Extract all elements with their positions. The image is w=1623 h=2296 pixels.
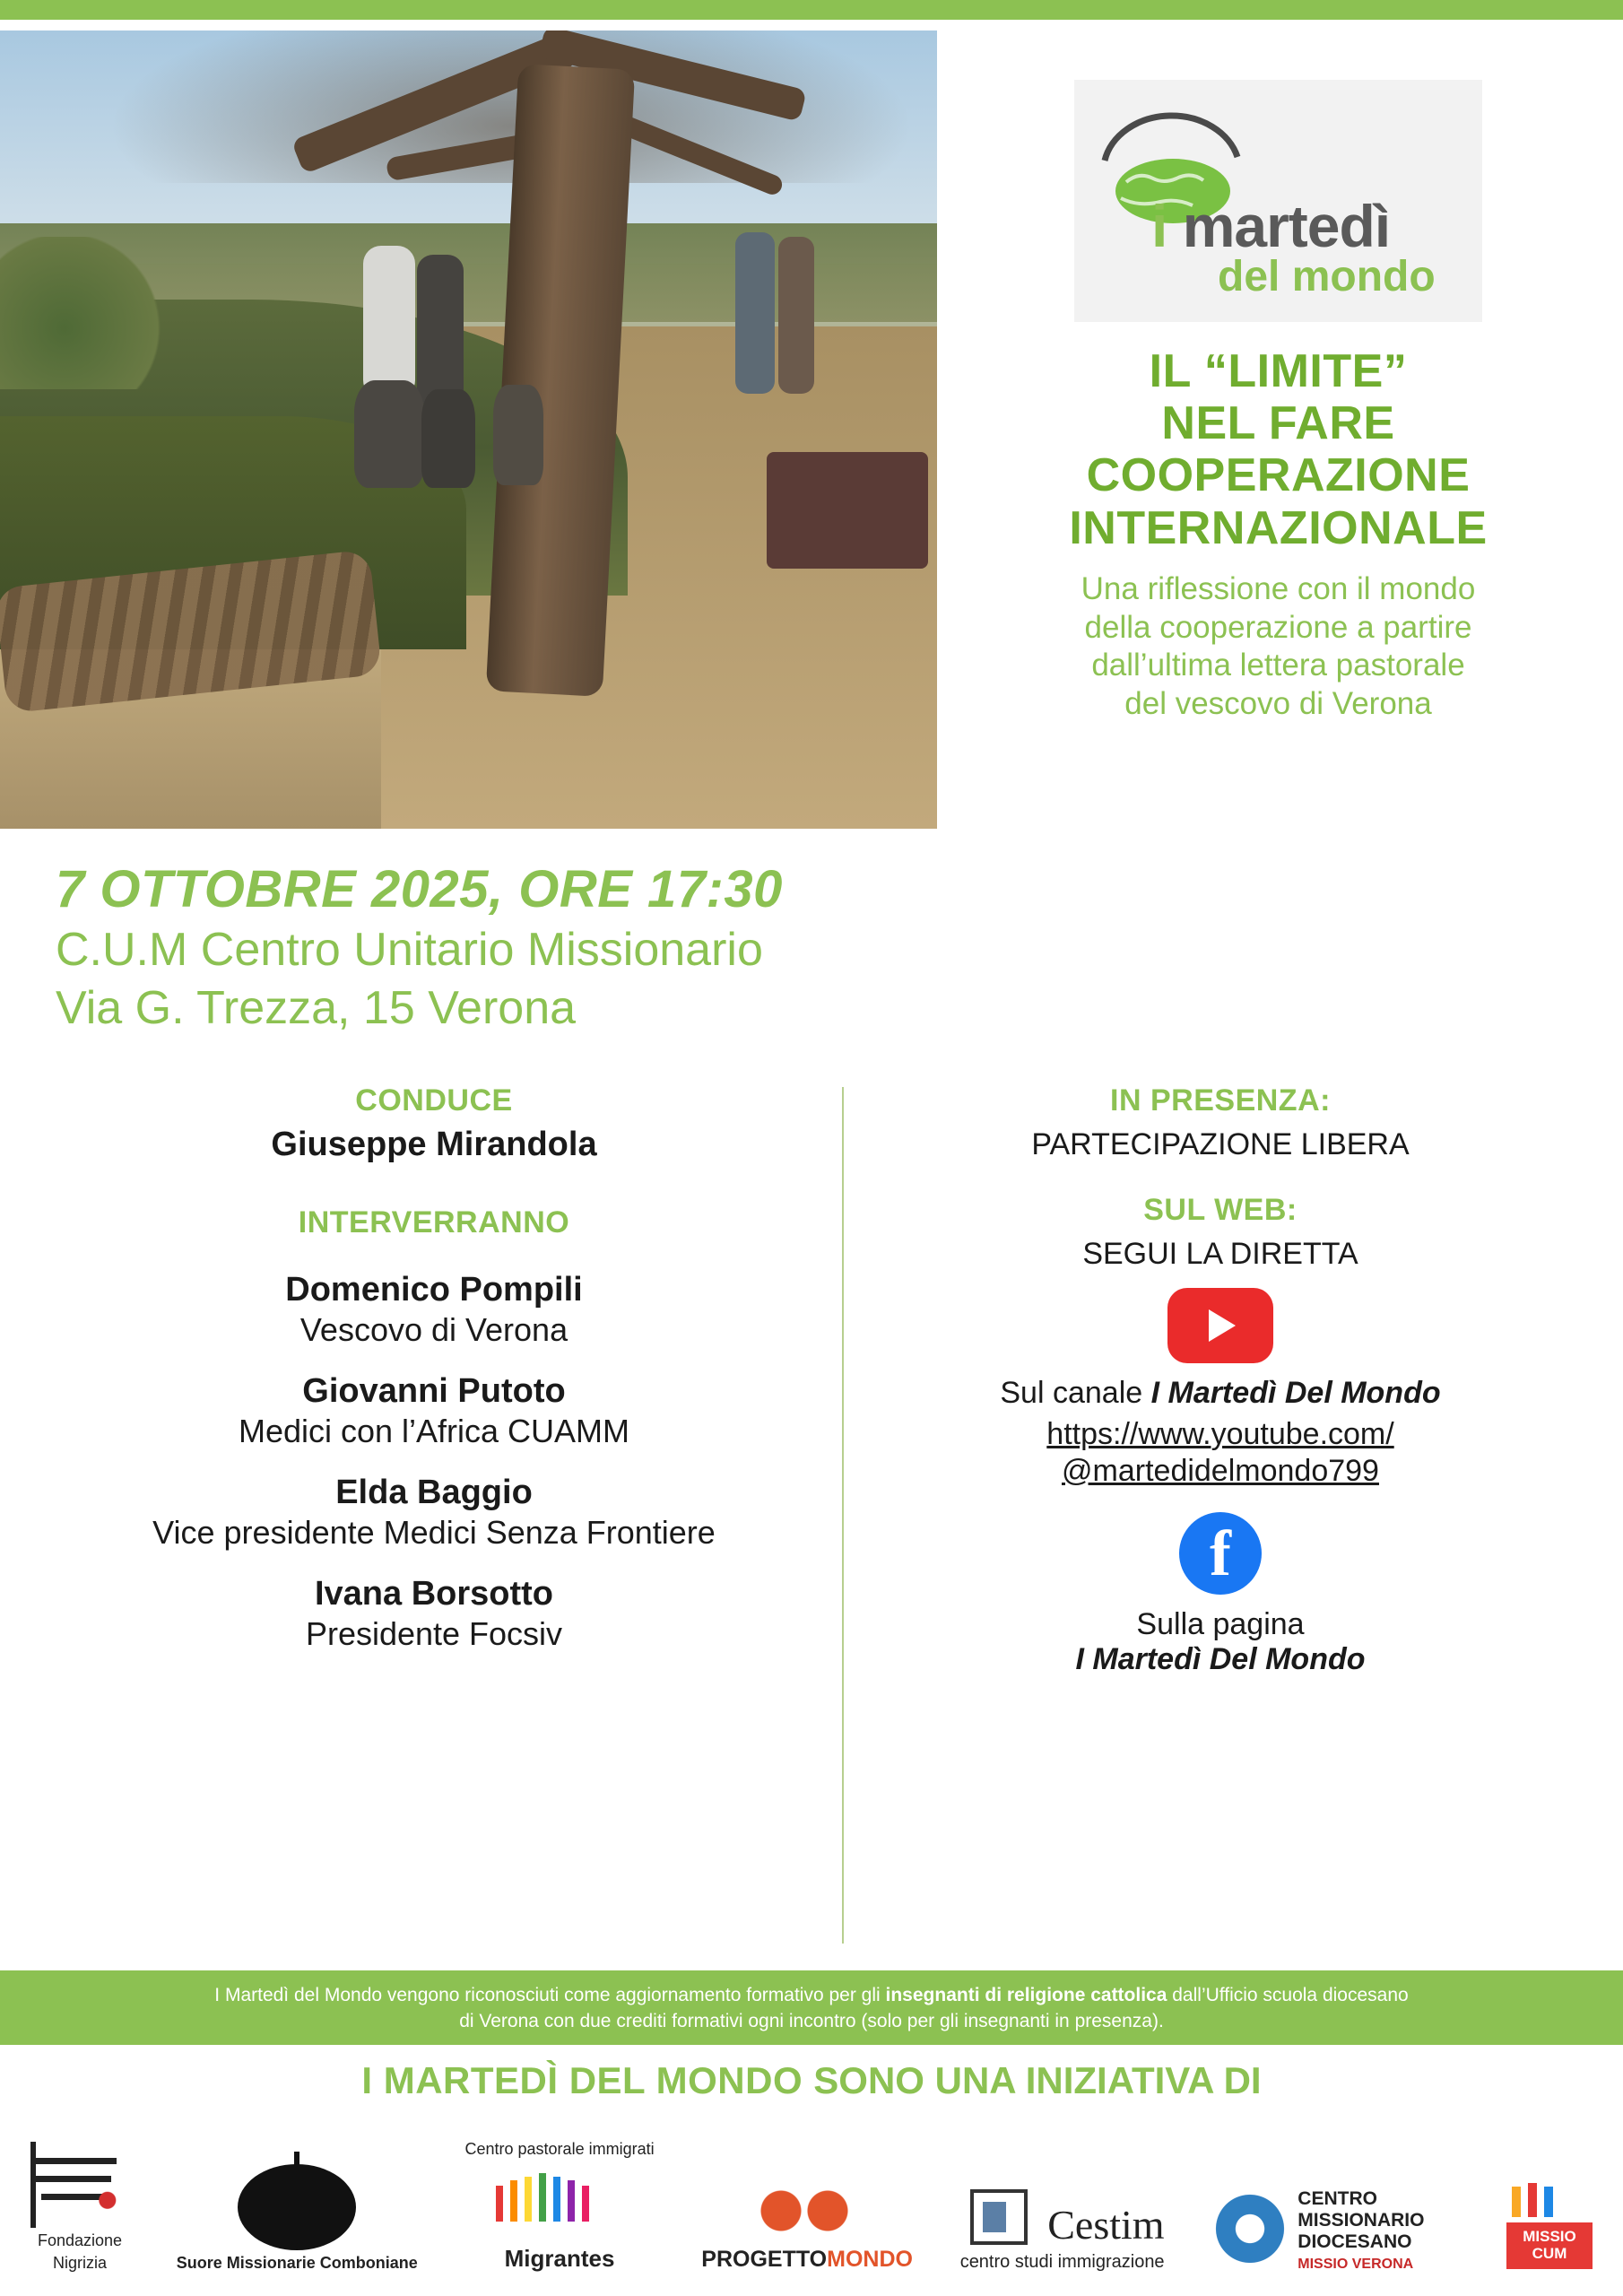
- accreditation-note-line2: di Verona con due crediti formativi ogni incontro (solo per gli insegnanti in presenza).: [459, 2010, 1164, 2031]
- migrantes-icon: [492, 2159, 627, 2241]
- youtube-icon[interactable]: [1167, 1288, 1273, 1363]
- youtube-channel-line: [867, 1376, 1574, 1411]
- logo-caption-line2: Migrantes: [504, 2245, 615, 2272]
- facebook-icon[interactable]: f: [1179, 1512, 1262, 1595]
- conduce-name: Giuseppe Mirandola: [271, 1125, 597, 1163]
- subheadline-line-2: della cooperazione a partire: [1084, 609, 1472, 645]
- brand-logo: [1074, 80, 1482, 322]
- speaker-role: Presidente Focsiv: [305, 1614, 563, 1652]
- progetto-word2: MONDO: [827, 2247, 913, 2272]
- speaker-role: Vescovo di Verona: [299, 1310, 568, 1348]
- subheadline-line-3: dall’ultima lettera pastorale: [1091, 648, 1465, 683]
- progettomondo-icon: [758, 2180, 856, 2243]
- logo-caption-line2: MISSIO VERONA: [1298, 2257, 1414, 2272]
- youtube-url-line1[interactable]: https://www.youtube.com/: [1046, 1416, 1394, 1451]
- speaker-role: Vice presidente Medici Senza Frontiere: [152, 1513, 716, 1551]
- header-text-column: [937, 30, 1623, 836]
- speakers-column: [49, 1083, 842, 1971]
- missio-label-box: [1506, 2222, 1593, 2269]
- logo-cestim: [960, 2189, 1165, 2273]
- subheadline: [1081, 570, 1476, 724]
- conduce-label: CONDUCE: [355, 1083, 513, 1118]
- progetto-word1: PROGETTO: [701, 2247, 828, 2272]
- in-presenza-text: PARTECIPAZIONE LIBERA: [1031, 1126, 1410, 1161]
- attendance-column: [844, 1083, 1574, 1971]
- interverranno-label: INTERVERRANNO: [298, 1205, 570, 1239]
- logo-suore-comboniane: [177, 2164, 418, 2273]
- youtube-url-line2[interactable]: @martedidelmondo799: [1062, 1453, 1379, 1488]
- youtube-channel-name: I Martedì Del Mondo: [1150, 1375, 1441, 1410]
- logo-caption-line1: Suore Missionarie Comboniane: [176, 2254, 418, 2272]
- accreditation-note: [0, 1970, 1623, 2045]
- note-part-b: insegnanti di religione cattolica: [885, 1985, 1167, 2006]
- speaker-name: Giovanni Putoto: [302, 1371, 566, 1410]
- initiative-part-b: DEL MONDO: [558, 2059, 814, 2101]
- event-details: [0, 836, 1623, 1037]
- facebook-page-name: I Martedì Del Mondo: [1075, 1642, 1366, 1677]
- logo-caption-line1: [701, 2247, 913, 2273]
- brand-logo-line2: del mondo: [1218, 253, 1436, 300]
- facebook-prefix: Sulla pagina: [1136, 1607, 1305, 1642]
- photo-person: [735, 232, 775, 394]
- logo-caption-line1: Cestim: [1047, 2202, 1165, 2248]
- photo-person: [363, 246, 415, 398]
- photo-vehicle: [767, 452, 928, 569]
- photo-child: [421, 389, 475, 488]
- speaker-name: Ivana Borsotto: [314, 1574, 554, 1613]
- photo-bush: [0, 237, 161, 389]
- top-green-bar: [0, 0, 1623, 20]
- logo-missio-cum: [1506, 2183, 1593, 2273]
- note-part-a: I Martedì del Mondo vengono riconosciuti come aggiornamento formativo per gli: [214, 1985, 886, 2006]
- hero-photo: [0, 30, 937, 829]
- headline-line-3: COOPERAZIONE: [1086, 449, 1471, 502]
- photo-child: [493, 385, 543, 485]
- partner-logos: [0, 2108, 1623, 2296]
- subheadline-line-1: Una riflessione con il mondo: [1081, 570, 1476, 606]
- headline-line-1: IL “LIMITE”: [1149, 345, 1408, 397]
- missio-icon: [1506, 2183, 1593, 2273]
- brand-logo-line1: [1151, 192, 1390, 260]
- photo-person: [778, 237, 814, 394]
- speaker-name: Elda Baggio: [335, 1473, 533, 1511]
- logo-centro-missionario-diocesano: [1211, 2185, 1459, 2273]
- photo-person: [417, 255, 464, 407]
- headline: [1069, 345, 1487, 554]
- brand-logo-i: i: [1151, 193, 1167, 259]
- sul-web-text: SEGUI LA DIRETTA: [1082, 1236, 1358, 1271]
- speaker-item: [49, 1575, 819, 1653]
- top-section: [0, 20, 1623, 836]
- logo-caption-line2: CUM: [1532, 2245, 1567, 2262]
- hero-photo-wrap: [0, 30, 937, 833]
- accreditation-note-line1: [54, 1983, 1569, 2008]
- logo-caption-line1: CENTRO MISSIONARIO DIOCESANO: [1298, 2188, 1425, 2252]
- headline-line-2: NEL FARE: [1161, 397, 1395, 450]
- event-date: 7 OTTOBRE 2025, ORE 17:30: [56, 860, 783, 918]
- initiative-line: [0, 2045, 1623, 2108]
- speaker-name: Domenico Pompili: [285, 1270, 583, 1309]
- logo-caption-line1: Fondazione: [37, 2231, 123, 2249]
- initiative-part-a: I MARTEDÌ: [361, 2059, 559, 2101]
- logo-caption-line1: MISSIO: [1523, 2228, 1576, 2246]
- logo-caption-line2: Nigrizia: [52, 2254, 107, 2272]
- logo-caption-line2: centro studi immigrazione: [959, 2252, 1165, 2272]
- cmd-globe-icon: [1211, 2190, 1289, 2267]
- logo-progettomondo: [701, 2180, 913, 2273]
- event-address: Via G. Trezza, 15 Verona: [56, 982, 577, 1035]
- in-presenza-label: IN PRESENZA:: [1110, 1083, 1331, 1118]
- photo-child: [354, 380, 424, 488]
- event-venue: C.U.M Centro Unitario Missionario: [56, 924, 763, 976]
- logo-migrantes: [465, 2136, 655, 2273]
- cestim-icon: [970, 2189, 1028, 2245]
- initiative-part-c: SONO UNA INIZIATIVA DI: [813, 2059, 1262, 2101]
- youtube-prefix: Sul canale: [1000, 1375, 1151, 1410]
- nigrizia-icon: [30, 2142, 129, 2228]
- logo-fondazione-nigrizia: [30, 2142, 129, 2273]
- speaker-item: [49, 1372, 819, 1450]
- logo-caption-line1: Centro pastorale immigrati: [464, 2140, 655, 2158]
- speaker-item: [49, 1271, 819, 1349]
- comboniane-globe-icon: [238, 2164, 356, 2250]
- speaker-item: [49, 1474, 819, 1552]
- note-part-c: dall’Ufficio scuola diocesano: [1167, 1985, 1409, 2006]
- speaker-role: Medici con l’Africa CUAMM: [238, 1412, 630, 1449]
- headline-line-4: INTERNAZIONALE: [1069, 501, 1488, 554]
- sul-web-label: SUL WEB:: [1143, 1192, 1298, 1227]
- middle-columns: [0, 1037, 1623, 1971]
- brand-logo-martedi: martedì: [1182, 193, 1391, 259]
- subheadline-line-4: del vescovo di Verona: [1124, 686, 1432, 721]
